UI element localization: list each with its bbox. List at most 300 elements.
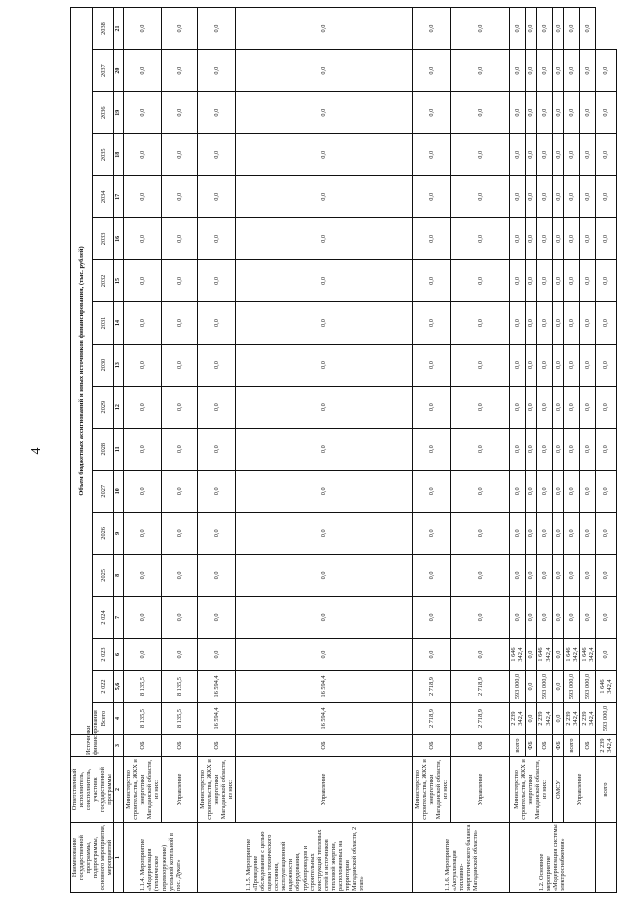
row-value: 0,0: [451, 7, 510, 49]
row-value: 0,0: [451, 428, 510, 470]
row-value: 0,0: [413, 92, 451, 134]
row-source: ОБ: [451, 735, 510, 757]
row-responsible: ОМСУ: [552, 757, 564, 823]
row-value: 0,0: [580, 260, 596, 302]
column-number-row: [114, 7, 124, 892]
row-value: 0,0: [413, 134, 451, 176]
row-source: всего: [509, 735, 525, 757]
row-value: 0,0: [595, 428, 616, 470]
row-value: 0,0: [235, 92, 413, 134]
row-source: ОБ: [162, 735, 198, 757]
row-value-2022: 2 718,9: [413, 671, 451, 703]
row-value: 0,0: [162, 50, 198, 92]
header-year: 2027: [92, 470, 113, 512]
row-value: 0,0: [162, 428, 198, 470]
row-value: 0,0: [564, 512, 580, 554]
row-value: 0,0: [595, 554, 616, 596]
table-row: [413, 7, 451, 892]
row-source: ОБ: [197, 735, 235, 757]
row-value: 0,0: [525, 50, 537, 92]
row-value: 0,0: [564, 260, 580, 302]
row-total: 2 239 342,4: [595, 735, 616, 757]
header-year: 2029: [92, 386, 113, 428]
header-year: 2038: [92, 7, 113, 49]
row-value: 0,0: [413, 386, 451, 428]
row-value: 0,0: [124, 344, 162, 386]
row-total: 8 135,5: [124, 703, 162, 735]
row-value: 0,0: [235, 7, 413, 49]
row-value: 0,0: [552, 7, 564, 49]
row-value: 0,0: [552, 50, 564, 92]
row-value: 0,0: [509, 50, 525, 92]
table-row: [124, 7, 162, 892]
row-value: 0,0: [537, 218, 553, 260]
row-value: 0,0: [537, 386, 553, 428]
row-value: 0,0: [509, 344, 525, 386]
row-value: 0,0: [580, 470, 596, 512]
row-value: 0,0: [451, 596, 510, 638]
row-value-2023: 0,0: [197, 639, 235, 671]
row-responsible: Министерство строительства, ЖКХ и энергетики Магаданской области, из них:: [197, 757, 235, 823]
row-value: 0,0: [537, 470, 553, 512]
row-value: 0,0: [509, 386, 525, 428]
header-year: 2037: [92, 50, 113, 92]
column-number: 16: [114, 218, 124, 260]
row-value: 0,0: [235, 596, 413, 638]
row-value: 0,0: [124, 302, 162, 344]
row-value: 0,0: [413, 260, 451, 302]
row-value: 0,0: [451, 92, 510, 134]
row-value: 0,0: [564, 386, 580, 428]
row-value: 0,0: [451, 512, 510, 554]
row-value: 0,0: [162, 554, 198, 596]
row-value: 0,0: [124, 92, 162, 134]
row-value: 0,0: [197, 554, 235, 596]
row-value: 0,0: [124, 386, 162, 428]
row-value: 0,0: [595, 176, 616, 218]
row-source: всего: [595, 757, 616, 823]
row-value: 0,0: [235, 428, 413, 470]
table-row: [595, 7, 616, 892]
row-value: 0,0: [413, 50, 451, 92]
row-value: 0,0: [197, 134, 235, 176]
row-value: 0,0: [162, 512, 198, 554]
header-year: 2028: [92, 428, 113, 470]
row-name: 1.2. Основное мероприятие «Модернизация системы электроснабжения»: [509, 823, 595, 893]
header-row-1: [71, 7, 93, 892]
row-value: 0,0: [413, 176, 451, 218]
column-number: 17: [114, 176, 124, 218]
row-value: 0,0: [552, 554, 564, 596]
row-source: ОБ: [413, 735, 451, 757]
row-value: 0,0: [124, 218, 162, 260]
row-value: 0,0: [235, 218, 413, 260]
row-total: 2 239 342,4: [580, 703, 596, 735]
row-value: 0,0: [235, 134, 413, 176]
header-total: Всего: [92, 703, 113, 735]
header-year: 2036: [92, 92, 113, 134]
row-value: 0,0: [235, 344, 413, 386]
row-value: 0,0: [124, 7, 162, 49]
row-value: 0,0: [525, 554, 537, 596]
row-value: 0,0: [595, 386, 616, 428]
row-value: 0,0: [525, 7, 537, 49]
row-value: 0,0: [564, 596, 580, 638]
row-value: 0,0: [413, 302, 451, 344]
header-year: 2033: [92, 218, 113, 260]
row-value: 0,0: [537, 92, 553, 134]
row-value-2022: 593 000,0: [580, 671, 596, 703]
row-total: 8 135,5: [162, 703, 198, 735]
row-name: 1.1.6. Мероприятие «Актуализация топливно-энергетического баланса Магаданской области»: [413, 823, 509, 893]
row-value-2023: 0,0: [413, 639, 451, 671]
row-value-2022: 593 000,0: [537, 671, 553, 703]
row-value: 0,0: [552, 596, 564, 638]
row-value: 0,0: [451, 218, 510, 260]
row-value: 0,0: [537, 260, 553, 302]
column-number: 14: [114, 302, 124, 344]
page-number: 4: [29, 447, 44, 455]
row-value: 0,0: [413, 344, 451, 386]
row-value: 0,0: [552, 218, 564, 260]
row-value: 0,0: [537, 428, 553, 470]
row-value: 0,0: [525, 512, 537, 554]
column-number: 8: [114, 554, 124, 596]
row-value: 0,0: [197, 470, 235, 512]
row-value-2023: 1 646 342,4: [595, 671, 616, 703]
row-value: 0,0: [197, 50, 235, 92]
row-value: 0,0: [564, 344, 580, 386]
row-value: 0,0: [580, 176, 596, 218]
header-year: 2025: [92, 554, 113, 596]
row-value: 0,0: [197, 218, 235, 260]
row-value-2022: 0,0: [525, 671, 537, 703]
column-number: 21: [114, 7, 124, 49]
row-value: 0,0: [235, 302, 413, 344]
row-value: 0,0: [552, 92, 564, 134]
row-total: 0,0: [552, 703, 564, 735]
row-value: 0,0: [509, 134, 525, 176]
column-number: 12: [114, 386, 124, 428]
column-number: 6: [114, 639, 124, 671]
row-responsible: Министерство строительства, ЖКХ и энергетики Магаданской области, из них:: [509, 757, 552, 823]
row-value: 0,0: [451, 470, 510, 512]
header-name: Наименование государственной программы, подпрограммы, основного мероприятия, мероприятий: [71, 823, 114, 893]
row-total: 2 239 342,4: [564, 703, 580, 735]
row-value: 0,0: [124, 134, 162, 176]
row-value: 0,0: [235, 260, 413, 302]
row-value: 0,0: [552, 344, 564, 386]
row-value: 0,0: [595, 512, 616, 554]
row-value: 0,0: [197, 302, 235, 344]
financing-table: [70, 7, 617, 893]
row-value: 0,0: [552, 302, 564, 344]
row-value: 0,0: [552, 470, 564, 512]
row-value: 0,0: [525, 470, 537, 512]
column-number: 7: [114, 596, 124, 638]
row-value: 0,0: [124, 554, 162, 596]
row-value: 0,0: [595, 260, 616, 302]
row-value-2022: 16 594,4: [197, 671, 235, 703]
row-value: 0,0: [197, 596, 235, 638]
table-row: [564, 7, 580, 892]
row-value: 0,0: [197, 512, 235, 554]
row-value: 0,0: [509, 176, 525, 218]
row-value: 0,0: [525, 260, 537, 302]
row-value: 0,0: [509, 260, 525, 302]
column-number: 5,6: [114, 671, 124, 703]
row-value: 0,0: [197, 176, 235, 218]
row-value: 0,0: [124, 470, 162, 512]
row-value: 0,0: [580, 554, 596, 596]
row-value: 0,0: [580, 218, 596, 260]
row-value: 0,0: [564, 176, 580, 218]
table-row: [162, 7, 198, 892]
row-value: 0,0: [580, 512, 596, 554]
row-source: ОБ: [235, 735, 413, 757]
row-source: ФБ: [525, 735, 537, 757]
row-value: 0,0: [595, 50, 616, 92]
row-value: 0,0: [162, 344, 198, 386]
row-value: 0,0: [552, 260, 564, 302]
row-value-2023: 0,0: [451, 639, 510, 671]
row-value: 0,0: [537, 134, 553, 176]
column-number: 13: [114, 344, 124, 386]
row-value: 0,0: [124, 596, 162, 638]
column-number: 10: [114, 470, 124, 512]
row-value: 0,0: [509, 7, 525, 49]
row-value: 0,0: [162, 134, 198, 176]
row-value-2022: 593 000,0: [564, 671, 580, 703]
row-value: 0,0: [162, 176, 198, 218]
row-value: 0,0: [197, 7, 235, 49]
column-number: 4: [114, 703, 124, 735]
row-value-2023: 0,0: [552, 639, 564, 671]
row-value: 0,0: [124, 260, 162, 302]
row-value: 0,0: [552, 134, 564, 176]
row-value: 0,0: [509, 218, 525, 260]
row-value: 0,0: [451, 50, 510, 92]
header-year: 2032: [92, 260, 113, 302]
row-value: 0,0: [413, 512, 451, 554]
row-total: 16 594,4: [197, 703, 235, 735]
header-responsible: Ответственный исполнитель, соисполнитель, участник государственной программы: [71, 757, 114, 823]
row-value: 0,0: [564, 554, 580, 596]
column-number: 11: [114, 428, 124, 470]
row-source: ОБ: [537, 735, 553, 757]
row-source: ФБ: [552, 735, 564, 757]
row-value: 0,0: [564, 218, 580, 260]
row-value: 0,0: [197, 428, 235, 470]
row-value-2022: 8 135,5: [162, 671, 198, 703]
row-value: 0,0: [580, 134, 596, 176]
row-value: 0,0: [537, 512, 553, 554]
row-value: 0,0: [451, 134, 510, 176]
row-value: 0,0: [235, 176, 413, 218]
row-value: 0,0: [564, 302, 580, 344]
column-number: 1: [114, 823, 124, 893]
row-value: 0,0: [197, 386, 235, 428]
row-value: 0,0: [413, 470, 451, 512]
row-value: 0,0: [413, 554, 451, 596]
header-year: 2 022: [92, 671, 113, 703]
row-value: 0,0: [564, 92, 580, 134]
row-value: 0,0: [451, 260, 510, 302]
row-value: 0,0: [413, 596, 451, 638]
row-value: 0,0: [580, 596, 596, 638]
row-value: 0,0: [537, 596, 553, 638]
row-source: ОБ: [580, 735, 596, 757]
row-value: 0,0: [595, 344, 616, 386]
row-value: 0,0: [525, 386, 537, 428]
row-value: 0,0: [124, 512, 162, 554]
row-value-2022: 8 135,5: [124, 671, 162, 703]
row-value: 0,0: [580, 344, 596, 386]
row-value: 0,0: [537, 554, 553, 596]
row-value-2022: 2 718,9: [451, 671, 510, 703]
row-value-2023: 1 646 342,4: [537, 639, 553, 671]
row-total: 2 718,9: [451, 703, 510, 735]
row-value: 0,0: [595, 134, 616, 176]
row-value: 0,0: [162, 302, 198, 344]
row-total: 0,0: [525, 703, 537, 735]
table-row: [235, 7, 413, 892]
row-value-2022: 593 000,0: [509, 671, 525, 703]
row-value: 0,0: [413, 218, 451, 260]
rotated-table-area: [70, 8, 613, 893]
header-source: Источники финансирования: [71, 735, 114, 757]
row-value: 0,0: [124, 176, 162, 218]
column-number: 2: [114, 757, 124, 823]
row-value: 0,0: [235, 554, 413, 596]
row-value: 0,0: [235, 50, 413, 92]
row-total: 2 239 342,4: [537, 703, 553, 735]
row-value: 0,0: [197, 260, 235, 302]
row-value: 0,0: [595, 596, 616, 638]
row-value: 0,0: [580, 428, 596, 470]
row-value: 0,0: [537, 302, 553, 344]
row-value: 0,0: [162, 7, 198, 49]
column-number: 18: [114, 134, 124, 176]
header-group-caption: Объем бюджетных ассигнований и иных источников финансирования, (тыс. рублей): [71, 7, 93, 734]
row-responsible: Министерство строительства, ЖКХ и энергетики Магаданской области, из них:: [413, 757, 451, 823]
row-value: 0,0: [509, 470, 525, 512]
row-value: 0,0: [509, 512, 525, 554]
row-value: 0,0: [235, 386, 413, 428]
row-value: 0,0: [509, 302, 525, 344]
row-responsible: Управление: [162, 757, 198, 823]
row-value: 0,0: [580, 302, 596, 344]
row-value: 0,0: [595, 218, 616, 260]
row-value: 0,0: [552, 428, 564, 470]
row-value: 0,0: [552, 176, 564, 218]
row-value-2022: 0,0: [552, 671, 564, 703]
row-value-2023: 0,0: [525, 639, 537, 671]
row-value: 0,0: [509, 92, 525, 134]
row-value: 0,0: [580, 92, 596, 134]
row-value: 0,0: [595, 302, 616, 344]
row-value: 0,0: [451, 176, 510, 218]
row-value: 0,0: [162, 260, 198, 302]
row-value: 0,0: [564, 428, 580, 470]
row-value: 0,0: [197, 92, 235, 134]
header-year: 2 023: [92, 639, 113, 671]
column-number: 9: [114, 512, 124, 554]
row-value: 0,0: [525, 596, 537, 638]
row-source: всего: [564, 735, 580, 757]
row-value: 0,0: [525, 302, 537, 344]
row-value: 0,0: [124, 50, 162, 92]
row-value: 0,0: [124, 428, 162, 470]
row-value: 0,0: [580, 7, 596, 49]
row-source: ОБ: [124, 735, 162, 757]
row-value: 0,0: [162, 470, 198, 512]
row-value: 0,0: [235, 512, 413, 554]
row-value: 0,0: [525, 218, 537, 260]
column-number: 19: [114, 92, 124, 134]
row-value: 0,0: [564, 50, 580, 92]
row-value: 0,0: [525, 428, 537, 470]
table-row: [552, 7, 564, 892]
row-value: 0,0: [413, 7, 451, 49]
header-year: 2030: [92, 344, 113, 386]
row-value: 0,0: [197, 344, 235, 386]
row-value: 0,0: [162, 596, 198, 638]
row-value: 0,0: [537, 50, 553, 92]
table-row: [451, 7, 510, 892]
row-value-2023: 1 646 342,4: [580, 639, 596, 671]
row-value-2022: 16 594,4: [235, 671, 413, 703]
row-value: 0,0: [525, 134, 537, 176]
row-value: 0,0: [537, 176, 553, 218]
header-year: 2031: [92, 302, 113, 344]
row-value: 0,0: [552, 512, 564, 554]
row-value: 0,0: [580, 50, 596, 92]
row-value: 0,0: [162, 92, 198, 134]
row-value: 0,0: [552, 386, 564, 428]
row-value: 0,0: [451, 344, 510, 386]
row-value: 0,0: [525, 344, 537, 386]
header-year: 2035: [92, 134, 113, 176]
row-value: 0,0: [580, 386, 596, 428]
row-value: 0,0: [564, 7, 580, 49]
table-body: [124, 7, 617, 892]
row-value: 0,0: [509, 554, 525, 596]
row-name: 1.1.4. Мероприятие «Модернизация (техническое перевооружение) угольной котельной в пос. Дукат»: [124, 823, 197, 893]
row-value: 0,0: [564, 470, 580, 512]
row-total: 2 239 342,4: [509, 703, 525, 735]
row-responsible: Управление: [235, 757, 413, 823]
row-value: 0,0: [595, 639, 616, 671]
table-row: [197, 7, 235, 892]
row-value-2023: 0,0: [124, 639, 162, 671]
header-year: 2026: [92, 512, 113, 554]
row-value: 0,0: [451, 386, 510, 428]
row-value: 0,0: [525, 176, 537, 218]
table-container: [70, 8, 613, 893]
row-total: 16 594,4: [235, 703, 413, 735]
row-value: 0,0: [564, 134, 580, 176]
header-year: 2034: [92, 176, 113, 218]
row-value-2023: 0,0: [162, 639, 198, 671]
row-name: 1.1.5. Мероприятие «Проведение обследования с целью оценки технического состояния, эксплуатационной надежности оборудования, трубопроводов и строительных конструкций тепловых сетей и источников тепловой энергии, расположенных на территории Магаданской области, 2 этап»: [197, 823, 413, 893]
column-number: 20: [114, 50, 124, 92]
row-value: 0,0: [451, 302, 510, 344]
row-value: 0,0: [537, 7, 553, 49]
row-responsible: [595, 823, 616, 893]
row-total: 2 718,9: [413, 703, 451, 735]
row-value: 0,0: [595, 470, 616, 512]
